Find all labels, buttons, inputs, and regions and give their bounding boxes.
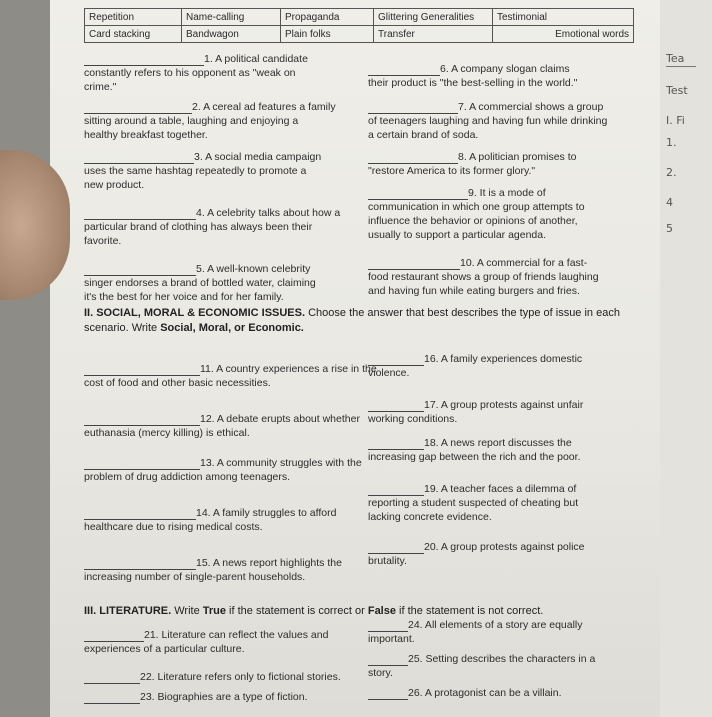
question-text: 24. All elements of a story are equally [408, 619, 583, 631]
question-text: uses the same hashtag repeatedly to promote a [84, 165, 307, 177]
term-cell: Glittering Generalities [374, 9, 493, 26]
question-text: favorite. [84, 235, 122, 247]
answer-blank[interactable] [368, 64, 440, 76]
question-text: 19. A teacher faces a dilemma of [424, 483, 577, 495]
answer-blank[interactable] [84, 152, 194, 164]
instruction-text: scenario. Write [84, 322, 161, 334]
term-cell: Card stacking [85, 26, 182, 43]
answer-blank[interactable] [84, 54, 204, 66]
question-26 [368, 686, 562, 700]
question-text: 3. A social media campaign [194, 151, 322, 163]
answer-blank[interactable] [368, 620, 408, 632]
instruction-text: Write [171, 605, 203, 617]
answer-blank[interactable] [368, 400, 424, 412]
question-text: 10. A commercial for a fast- [460, 257, 588, 269]
adjacent-page-text: I. Fi [666, 114, 685, 127]
question-text: healthcare due to rising medical costs. [84, 521, 263, 533]
question-text: 8. A politician promises to [458, 151, 577, 163]
instruction-text: Choose the answer that best describes the type of issue in each [305, 307, 620, 319]
question-text: 15. A news report highlights the [196, 557, 342, 569]
question-text: 16. A family experiences domestic [424, 353, 583, 365]
answer-blank[interactable] [84, 264, 196, 276]
term-cell: Transfer [374, 26, 493, 43]
answer-blank[interactable] [368, 654, 408, 666]
term-cell: Name-calling [182, 9, 281, 26]
question-text: brutality. [368, 555, 407, 567]
question-text: food restaurant shows a group of friends laughing [368, 271, 599, 283]
adjacent-page-text: Test [666, 84, 688, 97]
answer-blank[interactable] [368, 688, 408, 700]
answer-blank[interactable] [368, 438, 424, 450]
question-3 [84, 150, 321, 192]
question-text: 14. A family struggles to afford [196, 507, 337, 519]
question-14 [84, 506, 336, 534]
question-text: increasing number of single-parent households. [84, 571, 306, 583]
question-text: 5. A well-known celebrity [196, 263, 311, 275]
question-text: 18. A news report discusses the [424, 437, 572, 449]
adjacent-page-text: Tea [666, 52, 685, 65]
answer-blank[interactable] [84, 458, 200, 470]
answer-blank[interactable] [368, 152, 458, 164]
question-text: and having fun while eating burgers and fries. [368, 285, 580, 297]
answer-blank[interactable] [84, 630, 144, 642]
term-cell: Repetition [85, 9, 182, 26]
question-text: 17. A group protests against unfair [424, 399, 584, 411]
question-8 [368, 150, 576, 178]
question-1 [84, 52, 308, 94]
answer-options: Social, Moral, or Economic. [160, 322, 304, 334]
false-keyword: False [367, 605, 396, 617]
question-text: violence. [368, 367, 410, 379]
answer-blank[interactable] [368, 484, 424, 496]
question-text: 7. A commercial shows a group [458, 101, 604, 113]
question-text: lacking concrete evidence. [368, 511, 492, 523]
term-cell: Plain folks [281, 26, 374, 43]
answer-blank[interactable] [368, 354, 424, 366]
question-text: singer endorses a brand of bottled water, claiming [84, 277, 316, 289]
question-16 [368, 352, 582, 380]
question-2 [84, 100, 336, 142]
answer-blank[interactable] [84, 508, 196, 520]
section-2-instructions [84, 306, 620, 336]
question-text: it's the best for her voice and for her family. [84, 291, 284, 303]
question-text: 11. A country experiences a rise in the [200, 363, 377, 375]
answer-blank[interactable] [368, 258, 460, 270]
question-6 [368, 62, 577, 90]
section-3-title: III. LITERATURE. [84, 605, 172, 617]
question-text: healthy breakfast together. [84, 129, 208, 141]
question-text: 22. Literature refers only to fictional stories. [140, 671, 341, 683]
answer-blank[interactable] [84, 672, 140, 684]
question-13 [84, 456, 362, 484]
question-text: cost of food and other basic necessities. [84, 377, 271, 389]
answer-blank[interactable] [84, 414, 200, 426]
adjacent-page-text: 5 [666, 222, 673, 235]
question-text: working conditions. [368, 413, 458, 425]
term-cell: Emotional words [493, 26, 634, 43]
terms-table [84, 8, 634, 43]
question-text: sitting around a table, laughing and enjoying a [84, 115, 299, 127]
worksheet-page [50, 0, 660, 717]
question-21 [84, 628, 328, 656]
section-3-instructions [84, 604, 543, 619]
question-text: new product. [84, 179, 145, 191]
question-12 [84, 412, 360, 440]
question-text: influence the behavior or opinions of another, [368, 215, 578, 227]
question-text: 26. A protagonist can be a villain. [408, 687, 562, 699]
question-text: story. [368, 667, 393, 679]
instruction-text: if the statement is correct or [226, 605, 368, 617]
term-cell: Bandwagon [182, 26, 281, 43]
question-text: 6. A company slogan claims [440, 63, 570, 75]
question-text: 2. A cereal ad features a family [192, 101, 336, 113]
terms-row [85, 9, 634, 26]
question-11 [84, 362, 377, 390]
answer-blank[interactable] [84, 692, 140, 704]
question-text: experiences of a particular culture. [84, 643, 245, 655]
term-cell: Propaganda [281, 9, 374, 26]
answer-blank[interactable] [368, 102, 458, 114]
question-text: usually to support a particular agenda. [368, 229, 547, 241]
question-20 [368, 540, 585, 568]
answer-blank[interactable] [84, 208, 196, 220]
section-2-title: II. SOCIAL, MORAL & ECONOMIC ISSUES. [84, 307, 306, 319]
question-24 [368, 618, 583, 646]
question-text: constantly refers to his opponent as "weak on [84, 67, 296, 79]
question-text: a certain brand of soda. [368, 129, 479, 141]
question-25 [368, 652, 595, 680]
question-text: particular brand of clothing has always been their [84, 221, 313, 233]
question-4 [84, 206, 340, 248]
adjacent-page-text: 2. [666, 166, 677, 179]
question-text: 13. A community struggles with the [200, 457, 362, 469]
question-text: reporting a student suspected of cheating but [368, 497, 579, 509]
question-text: problem of drug addiction among teenagers. [84, 471, 291, 483]
question-text: increasing gap between the rich and the poor. [368, 451, 581, 463]
answer-blank[interactable] [84, 364, 200, 376]
question-text: 4. A celebrity talks about how a [196, 207, 341, 219]
term-cell: Testimonial [493, 9, 634, 26]
answer-blank[interactable] [368, 188, 468, 200]
question-text: 21. Literature can reflect the values and [144, 629, 329, 641]
question-22 [84, 670, 341, 684]
question-18 [368, 436, 580, 464]
question-text: crime." [84, 81, 117, 93]
question-15 [84, 556, 342, 584]
question-text: 9. It is a mode of [468, 187, 546, 199]
adjacent-page [660, 0, 712, 717]
question-text: their product is "the best-selling in the world." [368, 77, 578, 89]
answer-blank[interactable] [84, 102, 192, 114]
question-23 [84, 690, 308, 704]
question-text: euthanasia (mercy killing) is ethical. [84, 427, 250, 439]
answer-blank[interactable] [84, 558, 196, 570]
question-text: 25. Setting describes the characters in a [408, 653, 596, 665]
question-7 [368, 100, 607, 142]
question-text: "restore America to its former glory." [368, 165, 536, 177]
question-10 [368, 256, 599, 298]
question-17 [368, 398, 583, 426]
question-text: 20. A group protests against police [424, 541, 585, 553]
terms-row [85, 26, 634, 43]
question-text: of teenagers laughing and having fun while drinking [368, 115, 608, 127]
instruction-text: if the statement is not correct. [395, 605, 544, 617]
question-text: 1. A political candidate [204, 53, 308, 65]
adjacent-page-text: 1. [666, 136, 677, 149]
question-text: important. [368, 633, 415, 645]
question-9 [368, 186, 585, 242]
true-keyword: True [202, 605, 226, 617]
question-text: 23. Biographies are a type of fiction. [140, 691, 308, 703]
question-text: 12. A debate erupts about whether [200, 413, 360, 425]
adjacent-page-text: 4 [666, 196, 673, 209]
answer-blank[interactable] [368, 542, 424, 554]
question-5 [84, 262, 316, 304]
question-19 [368, 482, 578, 524]
question-text: communication in which one group attempts to [368, 201, 585, 213]
